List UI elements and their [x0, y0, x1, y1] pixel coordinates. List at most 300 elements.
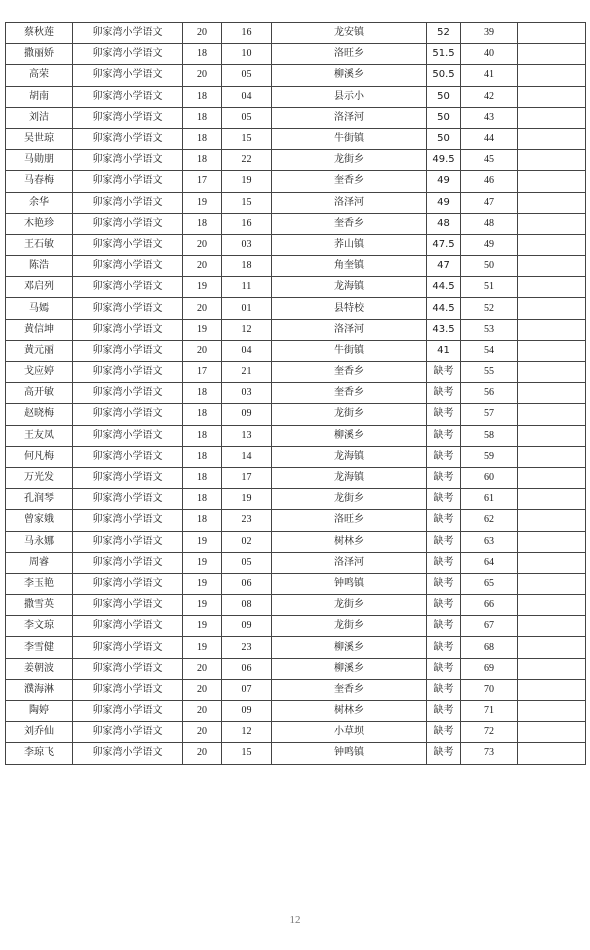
room-cell: 20	[183, 298, 222, 319]
seat-cell: 19	[222, 171, 272, 192]
rank-cell: 67	[461, 616, 518, 637]
score-cell: 50.5	[427, 65, 461, 86]
table-row	[6, 256, 586, 277]
rank-cell: 41	[461, 65, 518, 86]
town-cell: 龙海镇	[272, 467, 427, 488]
town-cell: 牛街镇	[272, 340, 427, 361]
rank-cell: 65	[461, 573, 518, 594]
school-subject-cell: 卯家湾小学语文	[73, 150, 183, 171]
school-subject-cell: 卯家湾小学语文	[73, 510, 183, 531]
remark-cell	[518, 552, 586, 573]
table-row	[6, 319, 586, 340]
seat-cell: 01	[222, 298, 272, 319]
table-row	[6, 595, 586, 616]
remark-cell	[518, 489, 586, 510]
name-cell: 王石敏	[6, 234, 73, 255]
town-cell: 柳溪乡	[272, 425, 427, 446]
rank-cell: 70	[461, 679, 518, 700]
name-cell: 撒丽娇	[6, 44, 73, 65]
name-cell: 周睿	[6, 552, 73, 573]
seat-cell: 22	[222, 150, 272, 171]
rank-cell: 45	[461, 150, 518, 171]
rank-cell: 39	[461, 23, 518, 44]
name-cell: 马嫣	[6, 298, 73, 319]
room-cell: 18	[183, 213, 222, 234]
name-cell: 李玉艳	[6, 573, 73, 594]
score-cell: 52	[427, 23, 461, 44]
seat-cell: 04	[222, 86, 272, 107]
rank-cell: 40	[461, 44, 518, 65]
school-subject-cell: 卯家湾小学语文	[73, 23, 183, 44]
school-subject-cell: 卯家湾小学语文	[73, 616, 183, 637]
school-subject-cell: 卯家湾小学语文	[73, 531, 183, 552]
room-cell: 18	[183, 489, 222, 510]
town-cell: 荞山镇	[272, 234, 427, 255]
remark-cell	[518, 340, 586, 361]
name-cell: 马春梅	[6, 171, 73, 192]
table-row	[6, 467, 586, 488]
remark-cell	[518, 128, 586, 149]
room-cell: 20	[183, 256, 222, 277]
town-cell: 龙街乡	[272, 404, 427, 425]
table-row	[6, 65, 586, 86]
score-cell: 缺考	[427, 467, 461, 488]
name-cell: 刘洁	[6, 107, 73, 128]
school-subject-cell: 卯家湾小学语文	[73, 552, 183, 573]
score-cell: 缺考	[427, 637, 461, 658]
rank-cell: 55	[461, 362, 518, 383]
table-row	[6, 340, 586, 361]
table-row	[6, 213, 586, 234]
school-subject-cell: 卯家湾小学语文	[73, 383, 183, 404]
score-cell: 缺考	[427, 743, 461, 764]
table-row	[6, 362, 586, 383]
score-cell: 44.5	[427, 298, 461, 319]
remark-cell	[518, 616, 586, 637]
table-row	[6, 701, 586, 722]
remark-cell	[518, 701, 586, 722]
rank-cell: 50	[461, 256, 518, 277]
town-cell: 洛泽河	[272, 319, 427, 340]
school-subject-cell: 卯家湾小学语文	[73, 743, 183, 764]
town-cell: 洛旺乡	[272, 44, 427, 65]
seat-cell: 05	[222, 552, 272, 573]
room-cell: 19	[183, 277, 222, 298]
name-cell: 胡南	[6, 86, 73, 107]
seat-cell: 09	[222, 616, 272, 637]
room-cell: 18	[183, 128, 222, 149]
remark-cell	[518, 65, 586, 86]
seat-cell: 02	[222, 531, 272, 552]
town-cell: 奎香乡	[272, 213, 427, 234]
school-subject-cell: 卯家湾小学语文	[73, 192, 183, 213]
table-row	[6, 425, 586, 446]
town-cell: 龙街乡	[272, 489, 427, 510]
room-cell: 20	[183, 23, 222, 44]
school-subject-cell: 卯家湾小学语文	[73, 446, 183, 467]
rank-cell: 43	[461, 107, 518, 128]
room-cell: 19	[183, 616, 222, 637]
name-cell: 濮海淋	[6, 679, 73, 700]
seat-cell: 19	[222, 489, 272, 510]
rank-cell: 44	[461, 128, 518, 149]
remark-cell	[518, 171, 586, 192]
remark-cell	[518, 467, 586, 488]
room-cell: 20	[183, 65, 222, 86]
school-subject-cell: 卯家湾小学语文	[73, 340, 183, 361]
table-row	[6, 531, 586, 552]
seat-cell: 13	[222, 425, 272, 446]
remark-cell	[518, 23, 586, 44]
table-row	[6, 128, 586, 149]
room-cell: 20	[183, 701, 222, 722]
name-cell: 高开敏	[6, 383, 73, 404]
seat-cell: 23	[222, 510, 272, 531]
rank-cell: 59	[461, 446, 518, 467]
name-cell: 木艳珍	[6, 213, 73, 234]
name-cell: 戈应婷	[6, 362, 73, 383]
score-cell: 50	[427, 86, 461, 107]
name-cell: 刘乔仙	[6, 722, 73, 743]
remark-cell	[518, 150, 586, 171]
room-cell: 18	[183, 425, 222, 446]
seat-cell: 10	[222, 44, 272, 65]
score-cell: 缺考	[427, 595, 461, 616]
rank-cell: 47	[461, 192, 518, 213]
room-cell: 19	[183, 531, 222, 552]
town-cell: 龙街乡	[272, 595, 427, 616]
school-subject-cell: 卯家湾小学语文	[73, 595, 183, 616]
town-cell: 柳溪乡	[272, 65, 427, 86]
town-cell: 钟鸣镇	[272, 573, 427, 594]
name-cell: 马勋朋	[6, 150, 73, 171]
seat-cell: 07	[222, 679, 272, 700]
name-cell: 孔润琴	[6, 489, 73, 510]
name-cell: 高荣	[6, 65, 73, 86]
name-cell: 李琼飞	[6, 743, 73, 764]
seat-cell: 23	[222, 637, 272, 658]
town-cell: 龙海镇	[272, 277, 427, 298]
rank-cell: 61	[461, 489, 518, 510]
score-cell: 48	[427, 213, 461, 234]
room-cell: 18	[183, 404, 222, 425]
room-cell: 19	[183, 573, 222, 594]
remark-cell	[518, 573, 586, 594]
town-cell: 奎香乡	[272, 679, 427, 700]
score-cell: 缺考	[427, 573, 461, 594]
table-row	[6, 44, 586, 65]
name-cell: 姜朝波	[6, 658, 73, 679]
seat-cell: 09	[222, 701, 272, 722]
score-cell: 43.5	[427, 319, 461, 340]
school-subject-cell: 卯家湾小学语文	[73, 86, 183, 107]
table-row	[6, 277, 586, 298]
score-cell: 50	[427, 107, 461, 128]
room-cell: 18	[183, 467, 222, 488]
remark-cell	[518, 362, 586, 383]
rank-cell: 60	[461, 467, 518, 488]
school-subject-cell: 卯家湾小学语文	[73, 404, 183, 425]
score-cell: 缺考	[427, 616, 461, 637]
rank-cell: 56	[461, 383, 518, 404]
table-row	[6, 171, 586, 192]
remark-cell	[518, 213, 586, 234]
school-subject-cell: 卯家湾小学语文	[73, 107, 183, 128]
remark-cell	[518, 277, 586, 298]
name-cell: 万光发	[6, 467, 73, 488]
town-cell: 龙海镇	[272, 446, 427, 467]
rank-cell: 72	[461, 722, 518, 743]
name-cell: 李雪健	[6, 637, 73, 658]
room-cell: 19	[183, 192, 222, 213]
remark-cell	[518, 595, 586, 616]
rank-cell: 49	[461, 234, 518, 255]
table-row	[6, 722, 586, 743]
table-row	[6, 23, 586, 44]
rank-cell: 46	[461, 171, 518, 192]
seat-cell: 15	[222, 743, 272, 764]
remark-cell	[518, 256, 586, 277]
town-cell: 树林乡	[272, 701, 427, 722]
remark-cell	[518, 446, 586, 467]
table-row	[6, 298, 586, 319]
table-row	[6, 383, 586, 404]
remark-cell	[518, 86, 586, 107]
school-subject-cell: 卯家湾小学语文	[73, 679, 183, 700]
table-row	[6, 510, 586, 531]
remark-cell	[518, 425, 586, 446]
name-cell: 马永娜	[6, 531, 73, 552]
name-cell: 赵晓梅	[6, 404, 73, 425]
room-cell: 18	[183, 86, 222, 107]
rank-cell: 58	[461, 425, 518, 446]
school-subject-cell: 卯家湾小学语文	[73, 277, 183, 298]
score-cell: 缺考	[427, 446, 461, 467]
town-cell: 奎香乡	[272, 383, 427, 404]
school-subject-cell: 卯家湾小学语文	[73, 425, 183, 446]
town-cell: 洛旺乡	[272, 510, 427, 531]
school-subject-cell: 卯家湾小学语文	[73, 256, 183, 277]
room-cell: 17	[183, 171, 222, 192]
rank-cell: 52	[461, 298, 518, 319]
school-subject-cell: 卯家湾小学语文	[73, 489, 183, 510]
score-cell: 缺考	[427, 552, 461, 573]
room-cell: 19	[183, 319, 222, 340]
seat-cell: 04	[222, 340, 272, 361]
remark-cell	[518, 404, 586, 425]
table-row	[6, 552, 586, 573]
remark-cell	[518, 44, 586, 65]
rank-cell: 51	[461, 277, 518, 298]
rank-cell: 63	[461, 531, 518, 552]
school-subject-cell: 卯家湾小学语文	[73, 65, 183, 86]
score-cell: 缺考	[427, 510, 461, 531]
town-cell: 龙街乡	[272, 616, 427, 637]
town-cell: 县示小	[272, 86, 427, 107]
score-cell: 缺考	[427, 362, 461, 383]
seat-cell: 21	[222, 362, 272, 383]
town-cell: 龙街乡	[272, 150, 427, 171]
name-cell: 撒雪英	[6, 595, 73, 616]
name-cell: 邓启列	[6, 277, 73, 298]
remark-cell	[518, 107, 586, 128]
rank-cell: 42	[461, 86, 518, 107]
room-cell: 18	[183, 510, 222, 531]
seat-cell: 16	[222, 23, 272, 44]
seat-cell: 06	[222, 658, 272, 679]
room-cell: 17	[183, 362, 222, 383]
room-cell: 18	[183, 44, 222, 65]
score-cell: 49.5	[427, 150, 461, 171]
rank-cell: 68	[461, 637, 518, 658]
town-cell: 钟鸣镇	[272, 743, 427, 764]
town-cell: 奎香乡	[272, 362, 427, 383]
town-cell: 牛街镇	[272, 128, 427, 149]
rank-cell: 69	[461, 658, 518, 679]
seat-cell: 03	[222, 234, 272, 255]
school-subject-cell: 卯家湾小学语文	[73, 701, 183, 722]
table-row	[6, 192, 586, 213]
remark-cell	[518, 319, 586, 340]
remark-cell	[518, 722, 586, 743]
name-cell: 曾家娥	[6, 510, 73, 531]
score-cell: 49	[427, 192, 461, 213]
table-row	[6, 637, 586, 658]
seat-cell: 12	[222, 319, 272, 340]
table-row	[6, 86, 586, 107]
seat-cell: 08	[222, 595, 272, 616]
name-cell: 蔡秋莲	[6, 23, 73, 44]
score-cell: 44.5	[427, 277, 461, 298]
remark-cell	[518, 679, 586, 700]
table-row	[6, 150, 586, 171]
remark-cell	[518, 383, 586, 404]
rank-cell: 54	[461, 340, 518, 361]
seat-cell: 14	[222, 446, 272, 467]
rank-cell: 73	[461, 743, 518, 764]
rank-cell: 57	[461, 404, 518, 425]
remark-cell	[518, 234, 586, 255]
score-cell: 41	[427, 340, 461, 361]
remark-cell	[518, 637, 586, 658]
town-cell: 奎香乡	[272, 171, 427, 192]
school-subject-cell: 卯家湾小学语文	[73, 298, 183, 319]
table-row	[6, 658, 586, 679]
remark-cell	[518, 658, 586, 679]
seat-cell: 18	[222, 256, 272, 277]
score-cell: 缺考	[427, 722, 461, 743]
name-cell: 吴世琼	[6, 128, 73, 149]
school-subject-cell: 卯家湾小学语文	[73, 573, 183, 594]
school-subject-cell: 卯家湾小学语文	[73, 467, 183, 488]
town-cell: 柳溪乡	[272, 658, 427, 679]
town-cell: 柳溪乡	[272, 637, 427, 658]
name-cell: 余华	[6, 192, 73, 213]
table-row	[6, 573, 586, 594]
name-cell: 何凡梅	[6, 446, 73, 467]
room-cell: 20	[183, 679, 222, 700]
table-row	[6, 404, 586, 425]
rank-cell: 66	[461, 595, 518, 616]
score-cell: 缺考	[427, 404, 461, 425]
score-cell: 50	[427, 128, 461, 149]
score-cell: 49	[427, 171, 461, 192]
score-cell: 缺考	[427, 658, 461, 679]
town-cell: 洛泽河	[272, 192, 427, 213]
town-cell: 角奎镇	[272, 256, 427, 277]
room-cell: 20	[183, 743, 222, 764]
room-cell: 20	[183, 722, 222, 743]
table-row	[6, 679, 586, 700]
room-cell: 18	[183, 150, 222, 171]
score-cell: 缺考	[427, 701, 461, 722]
seat-cell: 03	[222, 383, 272, 404]
remark-cell	[518, 510, 586, 531]
name-cell: 黄信坤	[6, 319, 73, 340]
room-cell: 20	[183, 234, 222, 255]
score-table	[5, 22, 586, 765]
room-cell: 20	[183, 340, 222, 361]
score-cell: 缺考	[427, 425, 461, 446]
rank-cell: 48	[461, 213, 518, 234]
room-cell: 20	[183, 658, 222, 679]
seat-cell: 05	[222, 65, 272, 86]
town-cell: 树林乡	[272, 531, 427, 552]
seat-cell: 17	[222, 467, 272, 488]
table-row	[6, 446, 586, 467]
town-cell: 小草坝	[272, 722, 427, 743]
school-subject-cell: 卯家湾小学语文	[73, 637, 183, 658]
room-cell: 19	[183, 637, 222, 658]
table-row	[6, 234, 586, 255]
seat-cell: 06	[222, 573, 272, 594]
name-cell: 李文琼	[6, 616, 73, 637]
table-row	[6, 107, 586, 128]
table-row	[6, 743, 586, 764]
room-cell: 18	[183, 383, 222, 404]
town-cell: 洛泽河	[272, 552, 427, 573]
town-cell: 县特校	[272, 298, 427, 319]
remark-cell	[518, 743, 586, 764]
school-subject-cell: 卯家湾小学语文	[73, 171, 183, 192]
remark-cell	[518, 531, 586, 552]
score-cell: 缺考	[427, 489, 461, 510]
name-cell: 王友凤	[6, 425, 73, 446]
seat-cell: 16	[222, 213, 272, 234]
seat-cell: 09	[222, 404, 272, 425]
school-subject-cell: 卯家湾小学语文	[73, 213, 183, 234]
school-subject-cell: 卯家湾小学语文	[73, 319, 183, 340]
remark-cell	[518, 192, 586, 213]
school-subject-cell: 卯家湾小学语文	[73, 44, 183, 65]
table-row	[6, 489, 586, 510]
table-row	[6, 616, 586, 637]
rank-cell: 71	[461, 701, 518, 722]
seat-cell: 15	[222, 128, 272, 149]
score-cell: 47.5	[427, 234, 461, 255]
rank-cell: 53	[461, 319, 518, 340]
score-cell: 51.5	[427, 44, 461, 65]
table-body	[6, 23, 586, 765]
seat-cell: 12	[222, 722, 272, 743]
score-cell: 缺考	[427, 531, 461, 552]
school-subject-cell: 卯家湾小学语文	[73, 658, 183, 679]
seat-cell: 11	[222, 277, 272, 298]
name-cell: 陶婷	[6, 701, 73, 722]
school-subject-cell: 卯家湾小学语文	[73, 128, 183, 149]
seat-cell: 15	[222, 192, 272, 213]
seat-cell: 05	[222, 107, 272, 128]
